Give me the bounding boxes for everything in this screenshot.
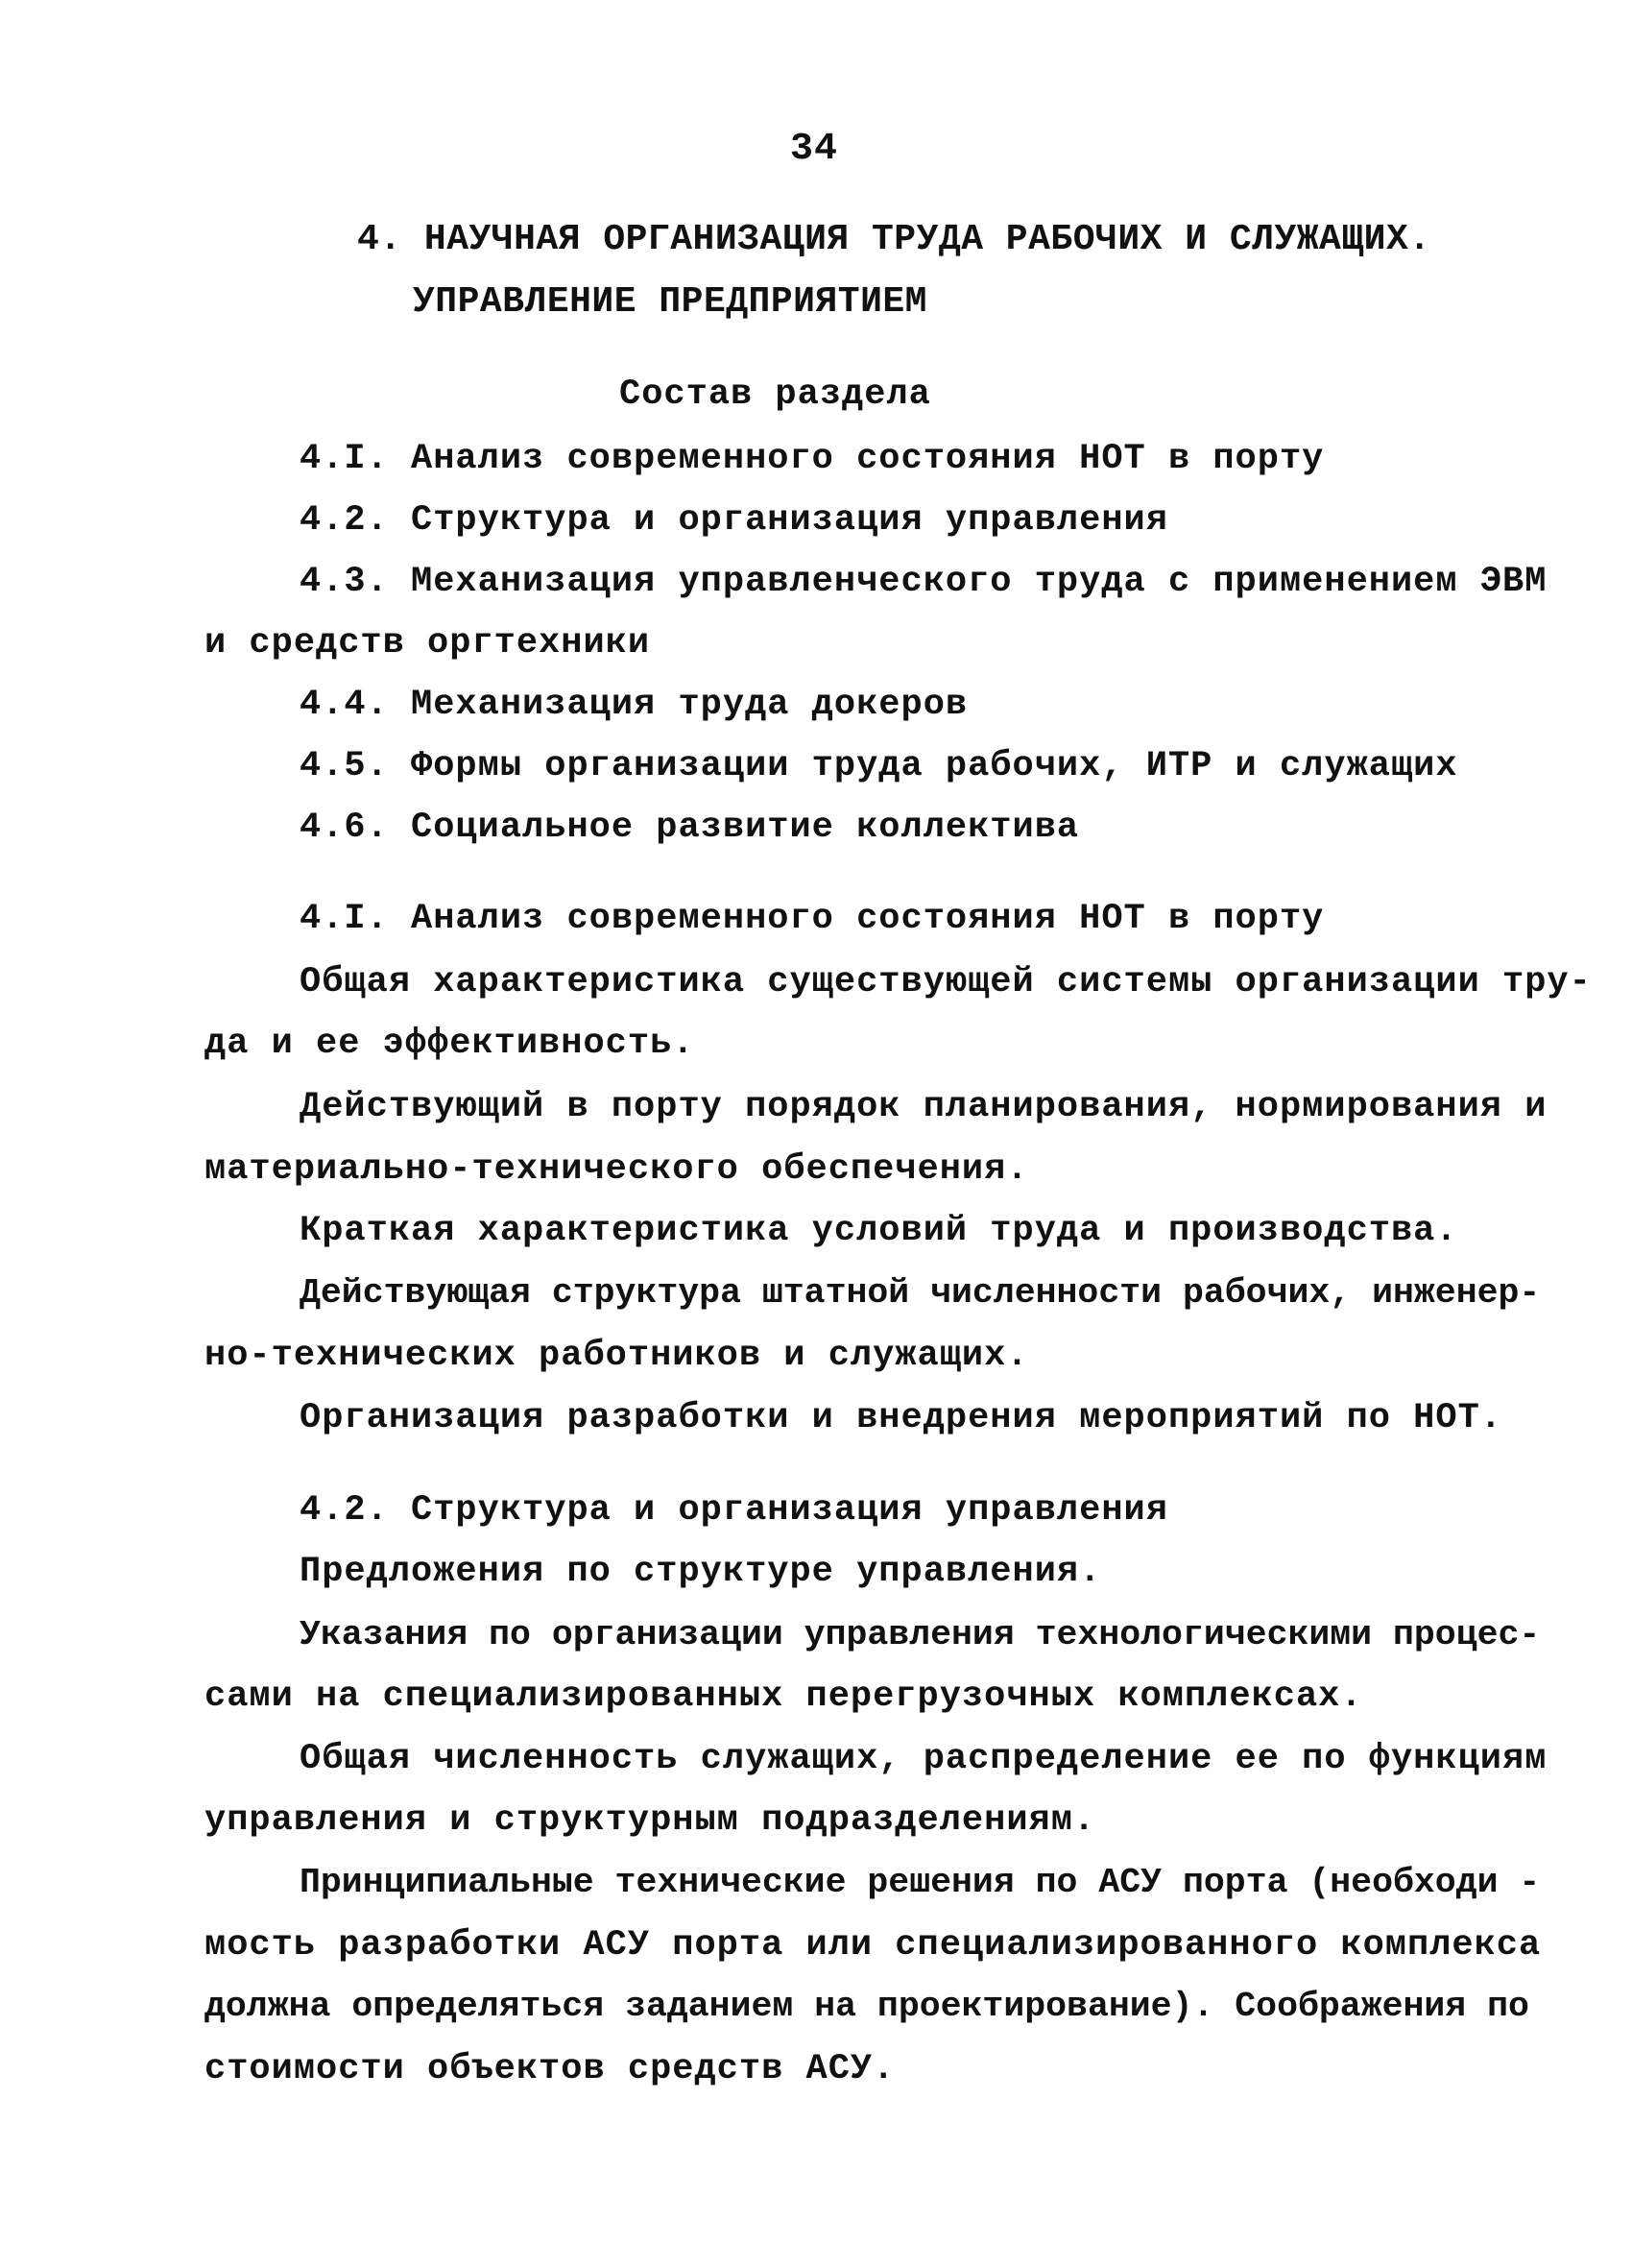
paragraph-line: Указания по организации управления технологическими процес- <box>300 1615 1541 1654</box>
contents-item: 4.3. Механизация управленческого труда с применением ЭВМ <box>300 562 1548 602</box>
paragraph-line: сами на специализированных перегрузочных комплексах. <box>204 1677 1363 1717</box>
paragraph-line: стоимости объектов средств АСУ. <box>204 2049 896 2089</box>
paragraph-line: Общая характеристика существующей системы организации тру- <box>300 962 1592 1002</box>
contents-item: 4.6. Социальное развитие коллектива <box>300 808 1080 848</box>
paragraph-line: должна определяться заданием на проектирование). Соображения по <box>204 1987 1529 2026</box>
paragraph-line: да и ее эффективность. <box>204 1024 695 1064</box>
paragraph-line: но-технических работников и служащих. <box>204 1336 1029 1376</box>
contents-item: 4.5. Формы организации труда рабочих, ИТР и служащих <box>300 746 1458 786</box>
page-number: 34 <box>790 128 839 171</box>
paragraph-line: управления и структурным подразделениям. <box>204 1800 1096 1841</box>
paragraph-line: материально-технического обеспечения. <box>204 1149 1029 1190</box>
chapter-title-line-1: 4. НАУЧНАЯ ОРГАНИЗАЦИЯ ТРУДА РАБОЧИХ И СЛУЖАЩИХ. <box>357 219 1431 260</box>
contents-heading: Состав раздела <box>619 374 931 415</box>
section-heading-4-2: 4.2. Структура и организация управления <box>300 1490 1168 1531</box>
contents-item: 4.4. Механизация труда докеров <box>300 685 969 725</box>
paragraph-line: Действующий в порту порядок планирования, нормирования и <box>300 1087 1548 1127</box>
paragraph-line: Предложения по структуре управления. <box>300 1552 1102 1592</box>
paragraph-line: Организация разработки и внедрения мероприятий по НОТ. <box>300 1398 1502 1438</box>
contents-item: 4.I. Анализ современного состояния НОТ в порту <box>300 439 1325 479</box>
paragraph-line: Общая численность служащих, распределение ее по функциям <box>300 1739 1548 1779</box>
paragraph-line: мость разработки АСУ порта или специализированного комплекса <box>204 1925 1542 1966</box>
paragraph-line: Принципиальные технические решения по АСУ порта (необходи - <box>300 1863 1541 1902</box>
contents-item-continuation: и средств оргтехники <box>204 623 651 664</box>
paragraph-line: Краткая характеристика условий труда и производства. <box>300 1211 1458 1251</box>
paragraph-line: Действующая структура штатной численности рабочих, инженер- <box>300 1273 1541 1313</box>
section-heading-4-1: 4.I. Анализ современного состояния НОТ в порту <box>300 899 1325 939</box>
contents-item: 4.2. Структура и организация управления <box>300 500 1168 541</box>
chapter-title-line-2: УПРАВЛЕНИЕ ПРЕДПРИЯТИЕМ <box>413 281 927 323</box>
